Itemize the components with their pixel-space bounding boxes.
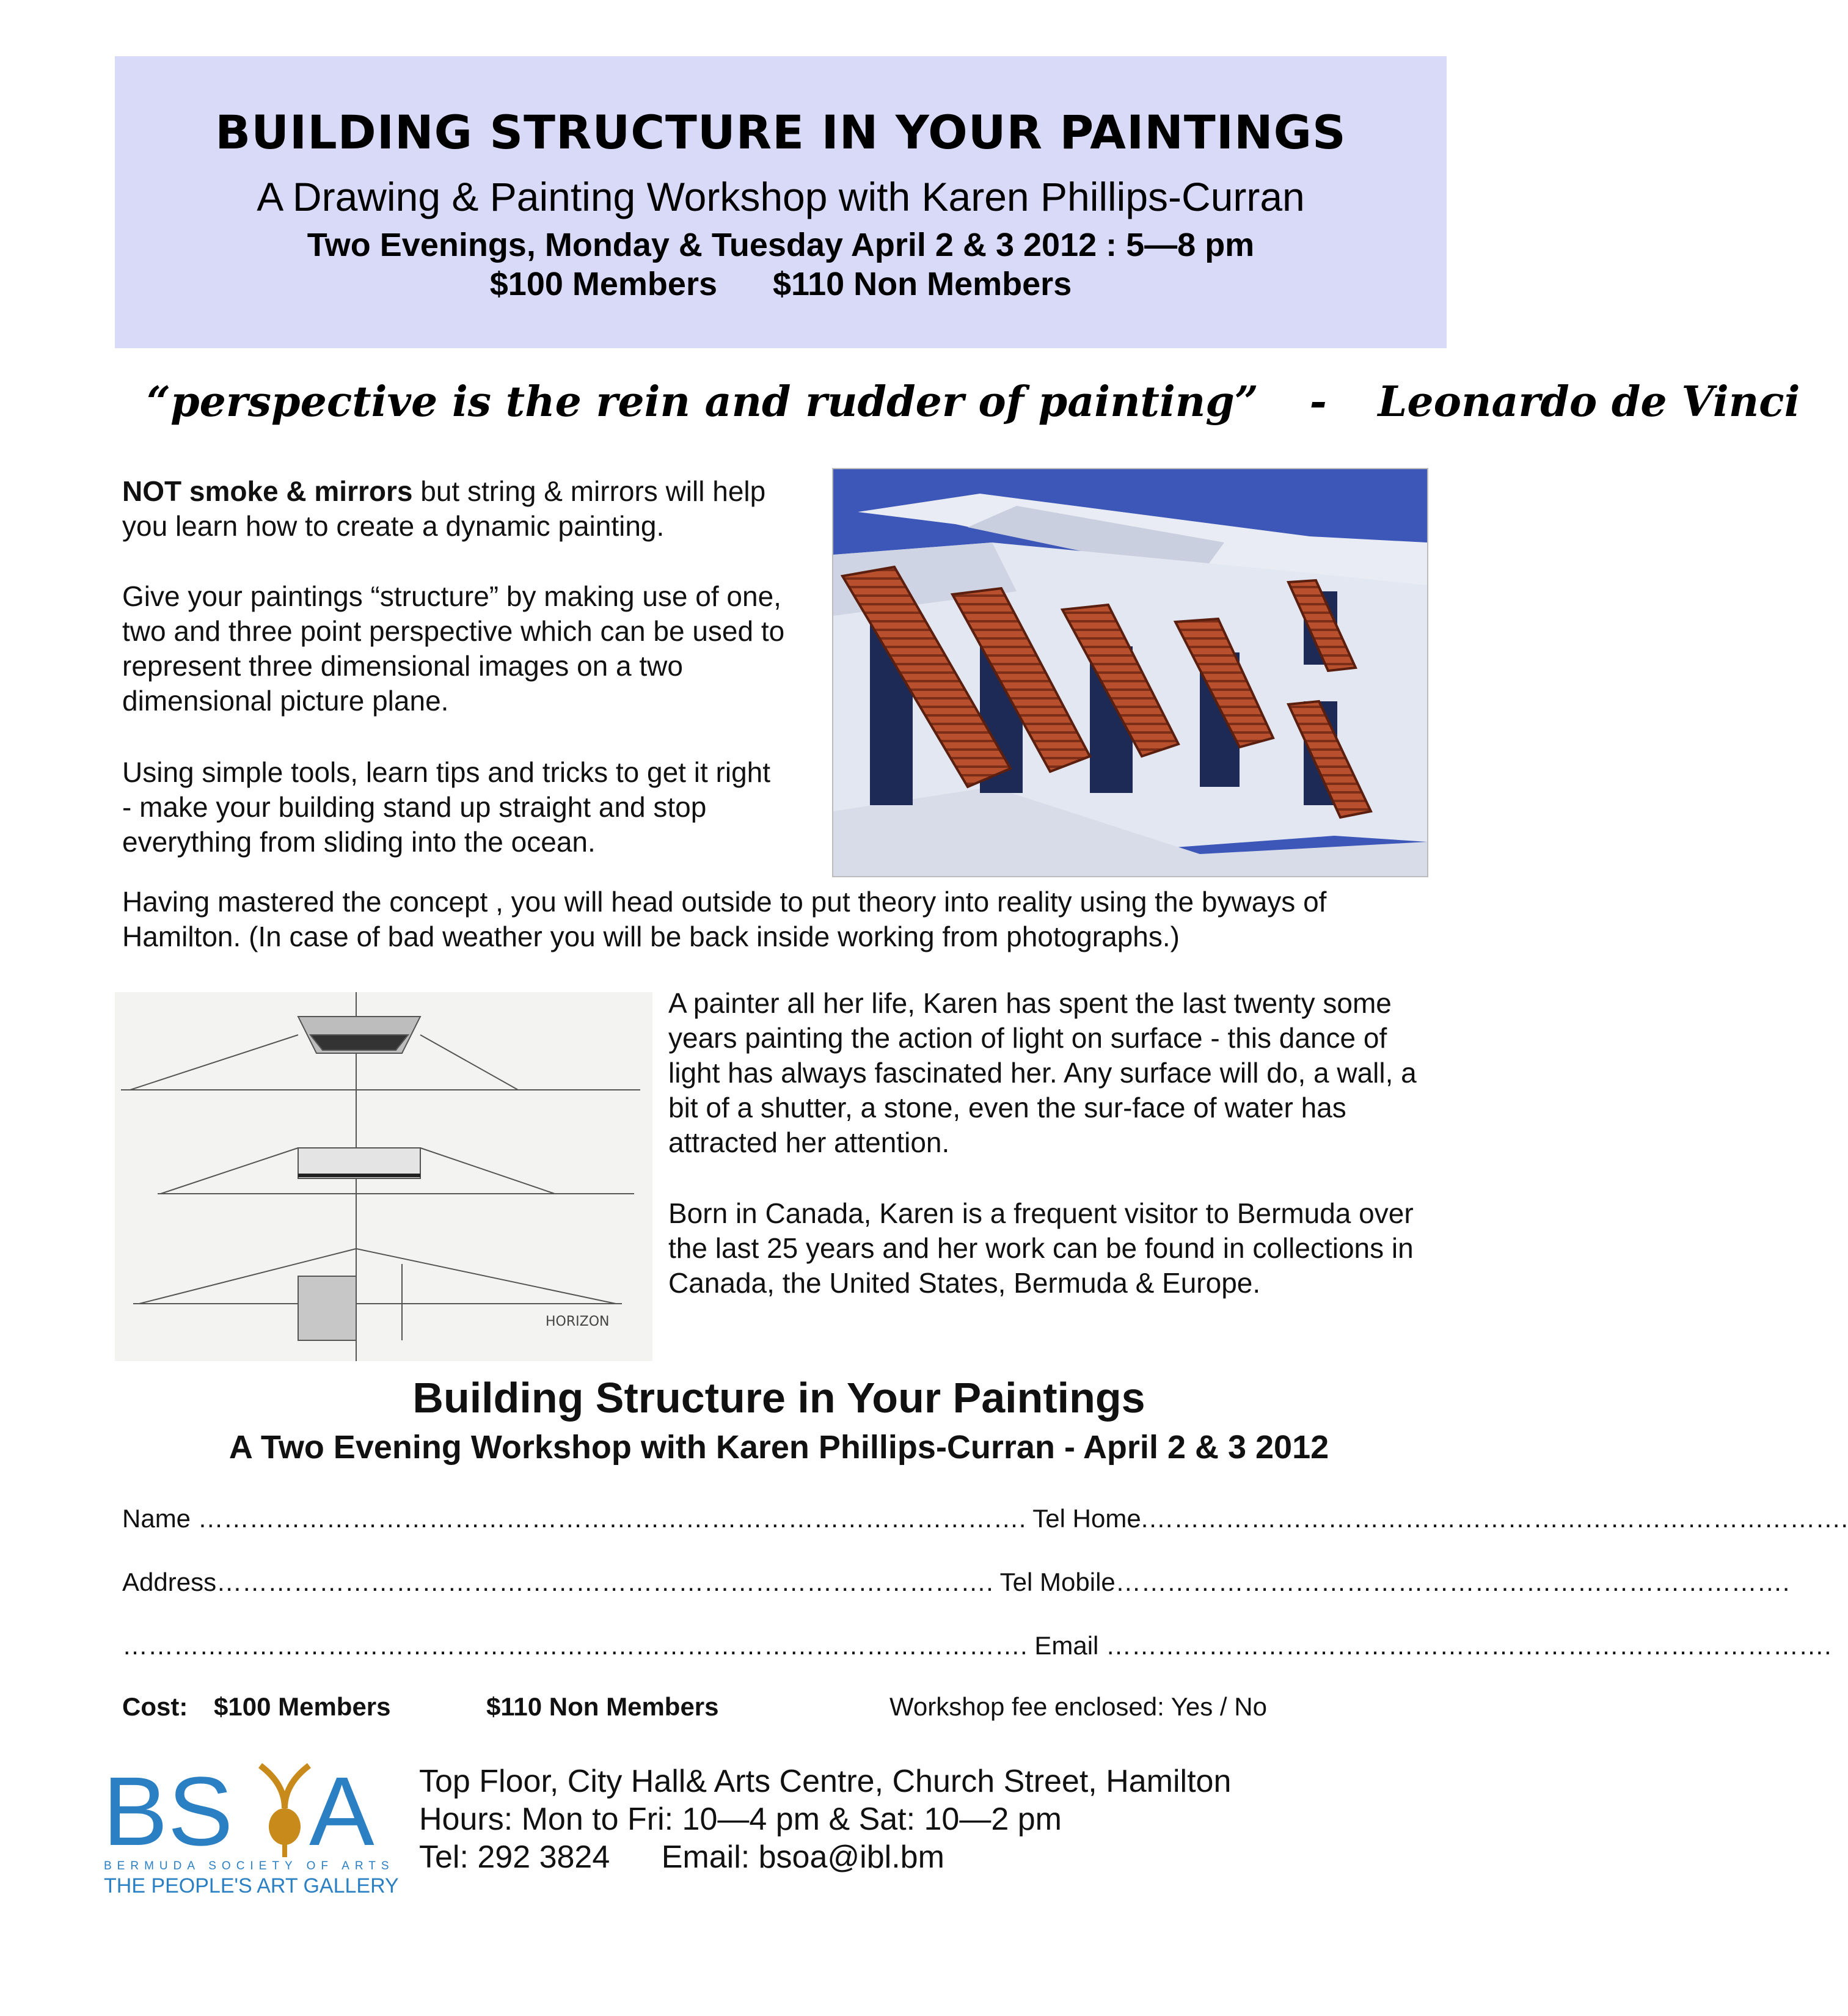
footer-email[interactable]: Email: bsoa@ibl.bm xyxy=(661,1839,944,1875)
workshop-dates: Two Evenings, Monday & Tuesday April 2 & 3 2012 : 5—8 pm xyxy=(307,227,1255,263)
bio-paragraph-2: Born in Canada, Karen is a frequent visitor to Bermuda over the last 25 years and her work can be found in collections in Canada, the United States, Bermuda & Europe. xyxy=(668,1197,1414,1299)
footer-tel: Tel: 292 3824 xyxy=(419,1839,610,1875)
quote-dash: - xyxy=(1309,378,1327,426)
sketch-horizon-label: HORIZON xyxy=(546,1314,610,1329)
email-field[interactable]: Email …………………………………………………………………………. xyxy=(1034,1631,1832,1660)
form-row-name xyxy=(122,1504,1848,1533)
tel-home-field[interactable]: Tel Home.………………………………………………………………………. xyxy=(1032,1504,1848,1533)
quote-author: Leonardo de Vinci xyxy=(1378,378,1800,426)
logo-letters-left: BS xyxy=(103,1756,233,1866)
quote xyxy=(147,378,1800,426)
logo-letters-right: A xyxy=(309,1756,374,1866)
workshop-prices xyxy=(115,265,1447,303)
cost-non-members: $110 Non Members xyxy=(486,1692,719,1721)
address-line-2-field[interactable]: ……………………………………………………………………………………………. xyxy=(122,1631,1028,1660)
intro-paragraph-2: Give your paintings “structure” by making use of one, two and three point perspective which can be used to represent three dimensional images on a two dimensional picture plane. xyxy=(122,580,785,717)
bio-paragraph-1: A painter all her life, Karen has spent the last twenty some years painting the action of light on surface - this dance of light has always fascinated her. Any surface will do, a wall, a bit of a shutter, a stone, even the sur-face of water has attracted her attention. xyxy=(668,987,1417,1158)
intro-p1-rest: but string & mirrors will help you learn how to create a dynamic painting. xyxy=(122,475,766,542)
header-banner xyxy=(115,56,1447,348)
registration-subtitle: A Two Evening Workshop with Karen Phillips-Curran - April 2 & 3 2012 xyxy=(228,1429,1329,1466)
footer-address: Top Floor, City Hall& Arts Centre, Church Street, Hamilton xyxy=(419,1764,1232,1799)
footer-hours: Hours: Mon to Fri: 10—4 pm & Sat: 10—2 pm xyxy=(419,1802,1062,1837)
price-non-members: $110 Non Members xyxy=(773,266,1072,302)
price-members: $100 Members xyxy=(489,266,717,302)
page-subtitle: A Drawing & Painting Workshop with Karen Phillips-Curran xyxy=(257,174,1305,219)
perspective-sketch-svg xyxy=(115,992,652,1361)
bsoa-logo-svg xyxy=(101,1741,419,1900)
shutters-painting-image xyxy=(832,468,1428,877)
logo-gallery-name: THE PEOPLE'S ART GALLERY xyxy=(104,1874,399,1897)
quote-text: “perspective is the rein and rudder of painting” xyxy=(147,378,1258,426)
intro-paragraph-3: Using simple tools, learn tips and tricks to get it right - make your building stand up straight and stop everything from sliding into the ocean. xyxy=(122,756,771,858)
logo-brush-icon xyxy=(260,1766,309,1857)
page-title: BUILDING STRUCTURE IN YOUR PAINTINGS xyxy=(215,105,1346,159)
intro-bold-lead: NOT smoke & mirrors xyxy=(122,475,413,507)
cost-members: $100 Members xyxy=(214,1692,391,1721)
shutters-painting-svg xyxy=(833,469,1427,876)
logo-society-name: BERMUDA SOCIETY OF ARTS xyxy=(104,1860,395,1872)
intro-paragraph-1 xyxy=(122,474,806,544)
cost-label: Cost: xyxy=(122,1692,188,1721)
intro-paragraph-4: Having mastered the concept , you will head outside to put theory into reality using the byways of Hamilton. (In case of bad weather you will be back inside working from photographs.) xyxy=(122,886,1327,952)
address-field[interactable]: Address………………………………………………………………………………. xyxy=(122,1568,993,1596)
perspective-sketch-image xyxy=(115,992,652,1361)
fee-enclosed-option[interactable]: Workshop fee enclosed: Yes / No xyxy=(889,1692,1267,1721)
form-row-address xyxy=(122,1568,1789,1597)
bsoa-logo xyxy=(101,1741,419,1900)
footer-contact xyxy=(419,1839,944,1875)
form-row-email xyxy=(122,1631,1832,1660)
registration-title: Building Structure in Your Paintings xyxy=(412,1374,1145,1422)
name-field[interactable]: Name ……………………………………………………………………………………. xyxy=(122,1504,1026,1533)
tel-mobile-field[interactable]: Tel Mobile……………………………………………………………………. xyxy=(999,1568,1790,1596)
